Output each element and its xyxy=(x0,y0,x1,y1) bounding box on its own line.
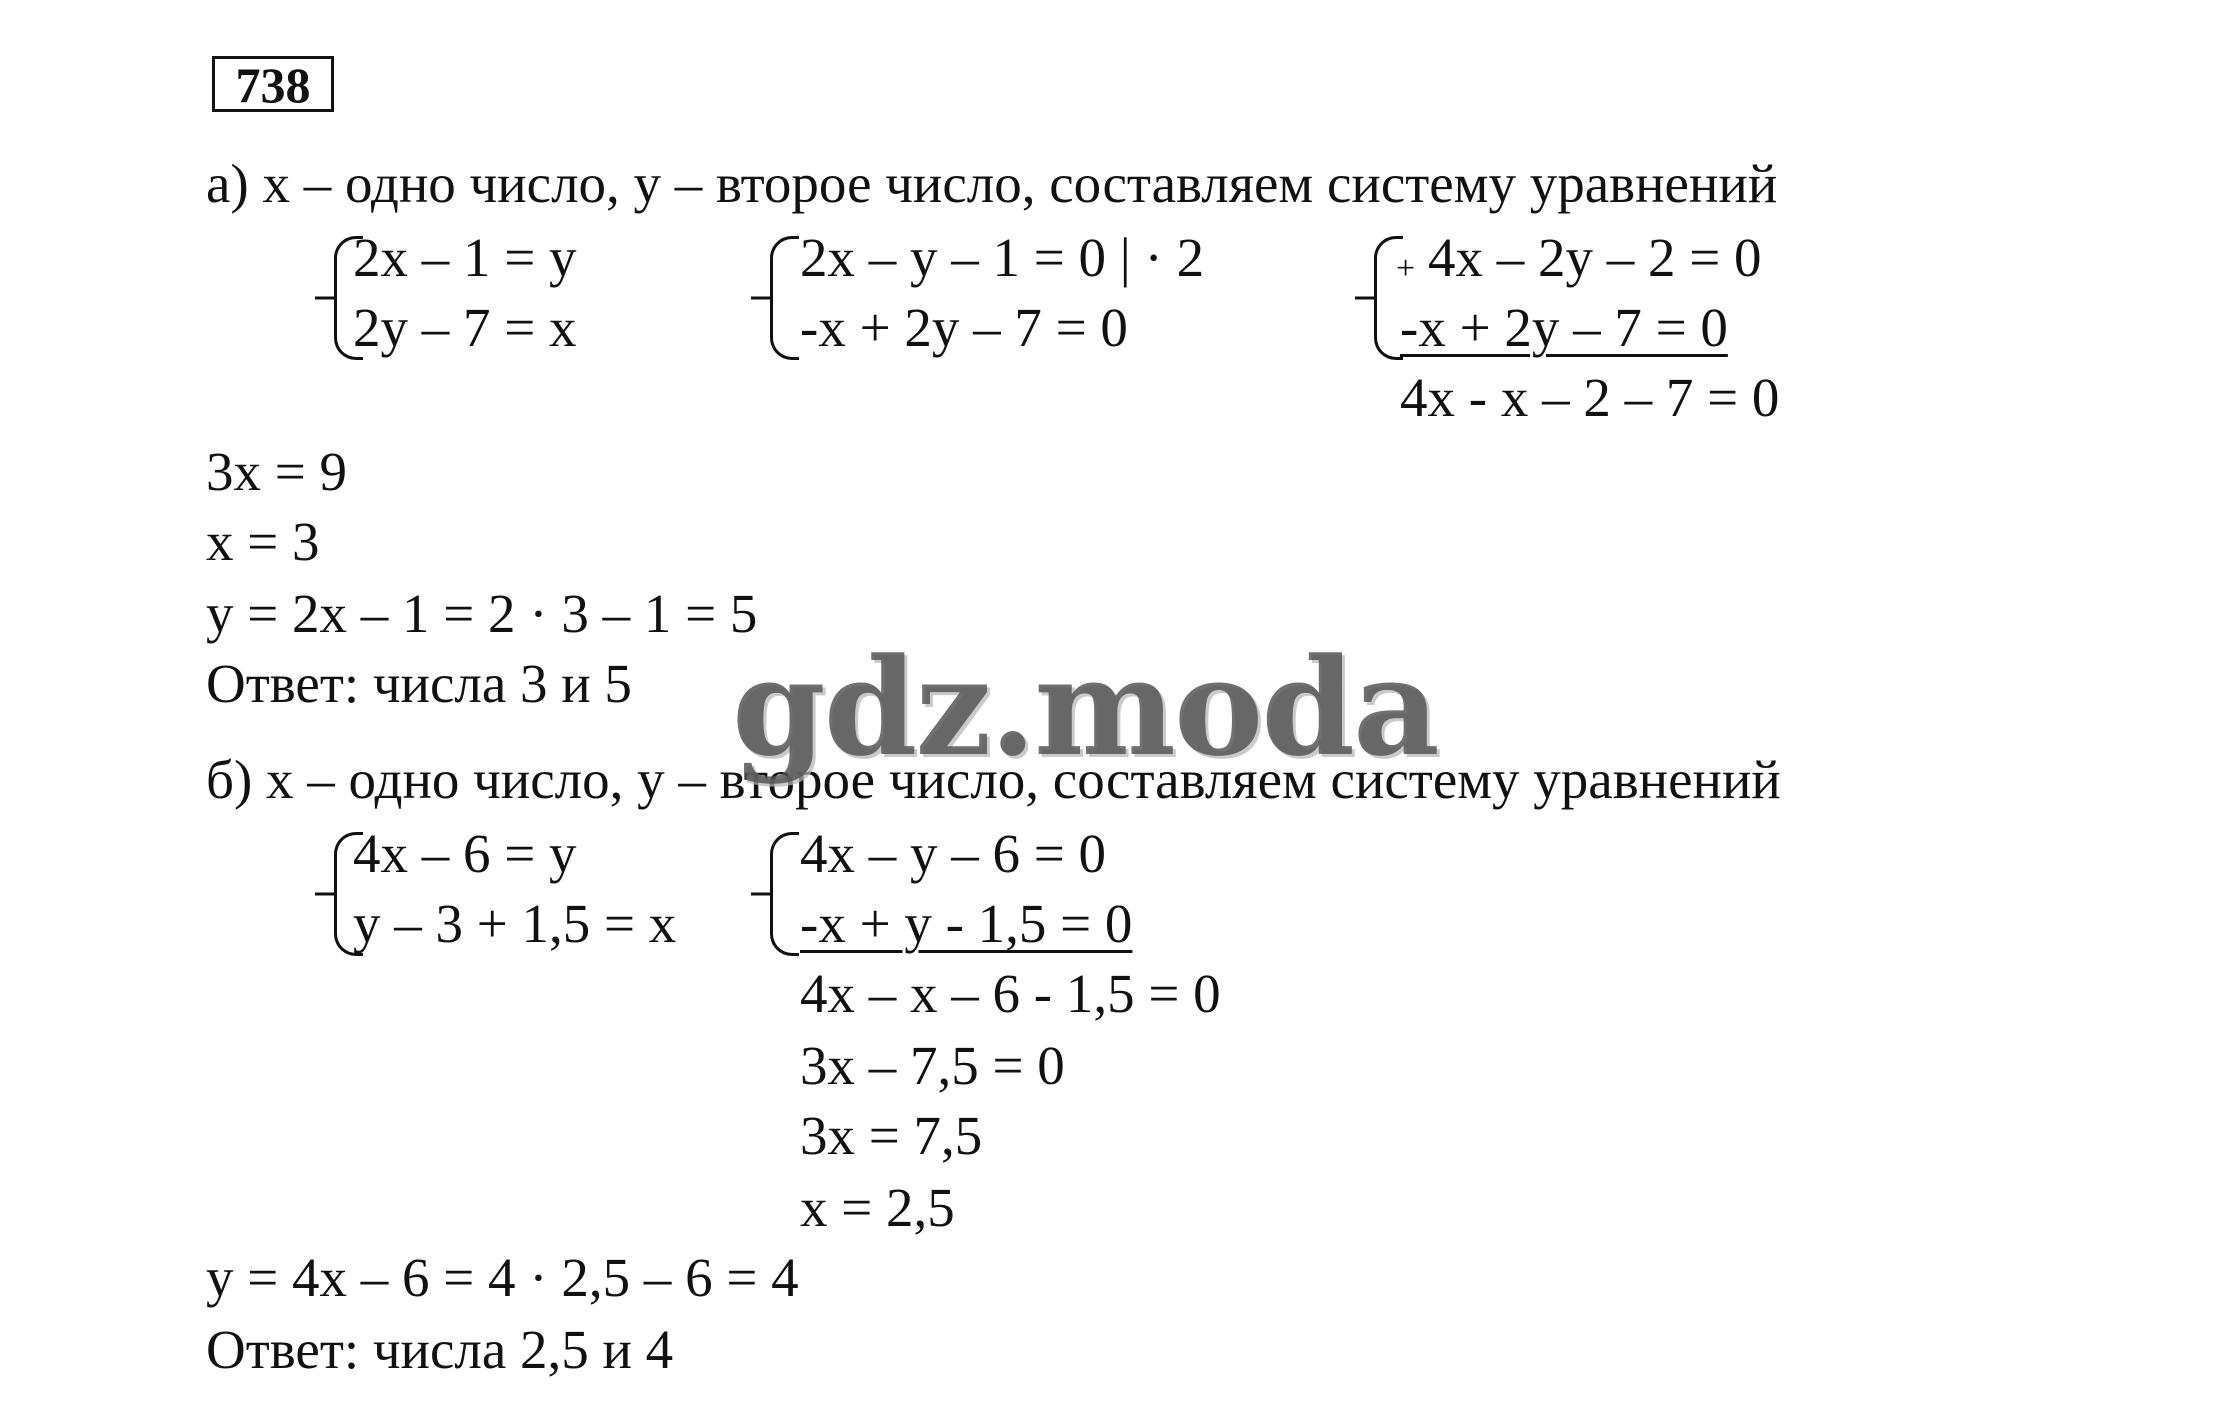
part-a-step-2: x = 3 xyxy=(206,511,320,572)
part-b-answer: Ответ: числа 2,5 и 4 xyxy=(206,1319,674,1380)
part-b-step-2: 3x – 7,5 = 0 xyxy=(800,1035,1065,1096)
part-a-sys3-eq2 xyxy=(1400,297,1728,358)
part-b-brace-2 xyxy=(770,832,799,956)
part-a-intro: а) х – одно число, у – второе число, составляем систему уравнений xyxy=(206,153,1778,214)
part-b-step-3: 3x = 7,5 xyxy=(800,1105,983,1166)
part-a-plus-sign: + xyxy=(1396,250,1416,287)
part-a-sys3-eq2-text: -x + 2y – 7 = 0 xyxy=(1400,297,1728,358)
problem-number: 738 xyxy=(212,56,334,112)
part-a-sys2-eq2: -x + 2y – 7 = 0 xyxy=(800,297,1128,358)
part-b-step-1: 4x – x – 6 - 1,5 = 0 xyxy=(800,963,1221,1024)
part-b-step-4: x = 2,5 xyxy=(800,1177,955,1238)
part-a-sys1-eq2: 2y – 7 = x xyxy=(353,297,577,358)
part-a-sys3-eq1: 4x – 2y – 2 = 0 xyxy=(1428,227,1762,288)
part-a-sys1-eq1: 2x – 1 = y xyxy=(353,227,577,288)
watermark: gdz.moda xyxy=(732,628,1438,786)
part-a-step-3: y = 2x – 1 = 2 · 3 – 1 = 5 xyxy=(206,583,758,644)
part-a-brace-2 xyxy=(770,236,799,360)
part-a-sys2-eq1: 2x – y – 1 = 0 | · 2 xyxy=(800,227,1205,288)
part-a-step-1: 3x = 9 xyxy=(206,441,348,502)
part-b-sys1-eq1: 4x – 6 = y xyxy=(353,823,577,884)
part-b-sys2-eq1: 4x – y – 6 = 0 xyxy=(800,823,1107,884)
part-b-intro: б) х – одно число, у – второе число, составляем систему уравнений xyxy=(206,749,1781,810)
part-b-y-line: y = 4x – 6 = 4 · 2,5 – 6 = 4 xyxy=(206,1247,799,1308)
part-b-sys1-eq2: y – 3 + 1,5 = x xyxy=(353,893,677,954)
part-a-sum-line: 4x - x – 2 – 7 = 0 xyxy=(1400,367,1780,428)
part-b-sys2-eq2-text: -x + y - 1,5 = 0 xyxy=(800,893,1133,954)
part-a-answer: Ответ: числа 3 и 5 xyxy=(206,653,632,714)
part-b-sys2-eq2 xyxy=(800,893,1133,954)
